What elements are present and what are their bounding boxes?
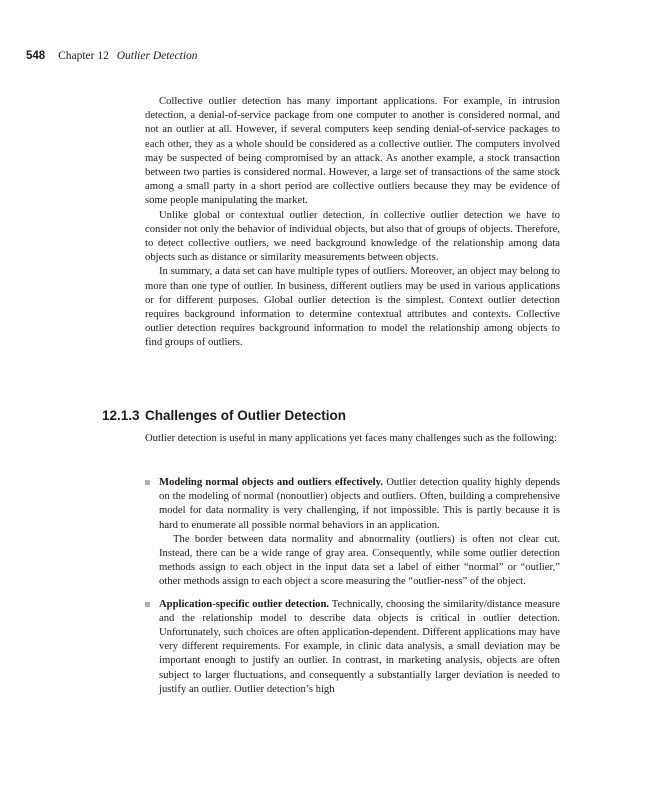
list-item xyxy=(145,476,560,590)
section-title: Challenges of Outlier Detection xyxy=(145,408,347,423)
bullet-marker xyxy=(145,480,150,485)
paragraph: Unlike global or contextual outlier detection, in collective outlier detection we have to consider not only the behavior of individual objects, but also that of groups of objects. Therefore, to detect collective outliers, we need background knowledge of the relationship among data objects such as distance or similarity measurements between objects. xyxy=(145,209,560,264)
list-item xyxy=(145,598,560,697)
bullet-lead: Application-specific outlier detection. xyxy=(159,598,330,610)
paragraph: Collective outlier detection has many important applications. For example, in intrusion detection, a denial-of-service package from one computer to another is considered normal, and not an outlier at all. However, if several computers keep sending denial-of-service packages to each other, they as a whole should be considered as a collective outlier. The computers involved may be suspected of being compromised by an attack. As another example, a stock transaction between two parties is considered normal. However, a large set of transactions of the same stock among a small party in a short period are collective outliers because they may be evidence of some people manipulating the market. xyxy=(145,96,560,207)
section-heading xyxy=(102,408,562,423)
bullet-marker xyxy=(145,602,150,607)
bullet-text: Technically, choosing the similarity/distance measure and the relationship model to describe data objects is critical in outlier detection. Unfortunately, such choices are often application-dependent. Different applications may have very different requirements. For example, in clinic data analysis, a small deviation may be important enough to justify an outlier. In contrast, in marketing analysis, objects are often subject to larger fluctuations, and consequently a substantially larger deviation is needed to justify an outlier. Outlier detection’s high xyxy=(159,598,560,695)
bullet-text: Outlier detection quality highly depends on the modeling of normal (nonoutlier) objects and outliers. Often, building a comprehensive model for data normality is very challenging, if not impossible. This is partly because it is hard to enumerate all possible normal behaviors in an application. xyxy=(159,477,560,531)
page-number: 548 xyxy=(26,50,46,62)
section-intro xyxy=(145,432,560,446)
challenge-list xyxy=(145,476,560,705)
intro-paragraph: Outlier detection is useful in many applications yet faces many challenges such as the following: xyxy=(145,433,557,444)
bullet-lead: Modeling normal objects and outliers effectively. xyxy=(159,477,383,488)
chapter-label: Chapter 12 xyxy=(58,50,109,62)
bullet-continuation: The border between data normality and abnormality (outliers) is often not clear cut. Instead, there can be a wide range of gray area. Consequently, while some outlier detection methods assign to each object in the input data set a label of either “normal” or “outlier,” other methods assign to each object a score measuring the “outlier-ness” of the object. xyxy=(159,533,560,588)
paragraph: In summary, a data set can have multiple types of outliers. Moreover, an object may belong to more than one type of outlier. In business, different outliers may be used in various applications or for different purposes. Global outlier detection is the simplest. Context outlier detection requires background information to determine contextual attributes and contexts. Collective outlier detection requires background information to model the relationship among objects to find groups of outliers. xyxy=(145,266,560,349)
section-number: 12.1.3 xyxy=(102,408,140,423)
running-header xyxy=(26,50,198,62)
body-text xyxy=(145,95,560,351)
chapter-title: Outlier Detection xyxy=(116,50,198,62)
